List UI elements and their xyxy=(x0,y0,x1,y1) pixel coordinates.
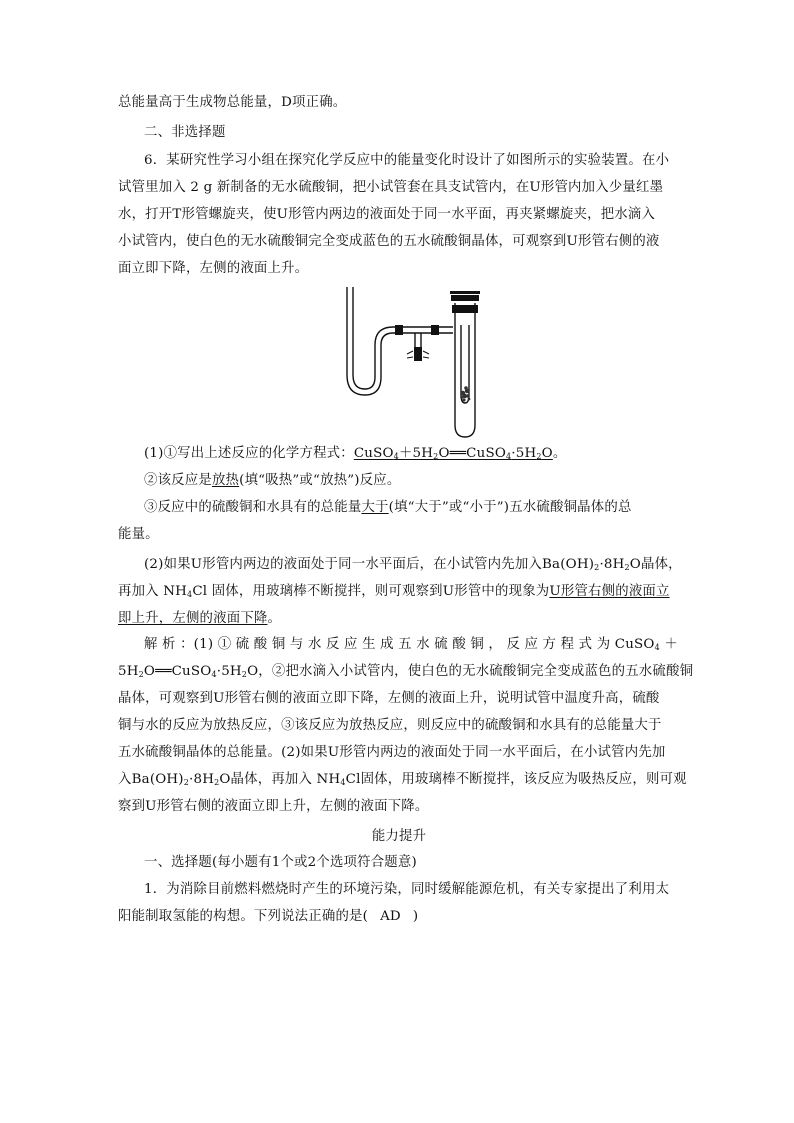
question-3-cont: 能量。 xyxy=(118,527,159,542)
answer-text: AD xyxy=(380,909,401,924)
analysis-line: 察到U形管右侧的液面立即上升，左侧的液面下降。 xyxy=(118,799,429,814)
question-4: (2)如果U形管内两边的液面处于同一水平面后，在小试管内先加入$Ba(OH)_2\cdot 8H_2O$晶体， xyxy=(144,557,682,572)
stopper xyxy=(452,305,478,313)
apparatus-diagram xyxy=(335,285,485,440)
stopper xyxy=(451,295,479,301)
question-text: 6．某研究性学习小组在探究化学反应中的能量变化时设计了如图所示的实验装置。在小 xyxy=(144,153,670,168)
question-4: 即上升，左侧的液面下降。 xyxy=(118,611,282,626)
question-3: ③反应中的硫酸铜和水具有的总能量大于(填“大于”或“小于”)五水硫酸铜晶体的总 xyxy=(144,500,632,515)
section-heading: 二、非选择题 xyxy=(144,125,226,140)
answer-underline: 即上升，左侧的液面下降 xyxy=(118,611,268,626)
question-text: 试管里加入 2 g 新制备的无水硫酸铜，把小试管套在具支试管内，在U形管内加入少量红墨 xyxy=(118,180,664,195)
question-text: 1．为消除目前燃料燃烧时产生的环境污染，同时缓解能源危机，有关专家提出了利用太 xyxy=(144,882,670,897)
text-line: 总能量高于生成物总能量，D项正确。 xyxy=(118,95,347,110)
analysis-line: 解 析 ：(1) ① 硫 酸 铜 与 水 反 应 生 成 五 水 硫 酸 铜 ， 反 应 方 程 式 为 CuSO$_4$ ＋ xyxy=(144,637,678,652)
analysis-line: 铜与水的反应为放热反应，③该反应为放热反应，则反应中的硫酸铜和水具有的总能量大于 xyxy=(118,718,662,733)
analysis-line: 晶体，可观察到U形管右侧的液面立即下降，左侧的液面上升，说明试管中温度升高，硫酸 xyxy=(118,691,660,706)
question-text: 面立即下降，左侧的液面上升。 xyxy=(118,261,309,276)
question-2: ②该反应是放热(填“吸热”或“放热”)反应。 xyxy=(144,473,401,488)
analysis-line: 入$Ba(OH)_2\cdot 8H_2O$晶体，再加入 $NH_4Cl$固体，用玻璃棒不断搅拌，该反应为吸热反应，则可观 xyxy=(118,772,687,787)
question-4: 再加入 $NH_4Cl$ 固体，用玻璃棒不断搅拌，则可观察到U形管中的现象为U形管右侧的液面立 xyxy=(118,584,670,599)
answer-underline: 放热 xyxy=(211,473,240,488)
section-subhead: 一、选择题(每小题有1个或2个选项符合题意) xyxy=(144,855,417,870)
question-text: 水，打开T形管螺旋夹，使U形管内两边的液面处于同一水平面，再夹紧螺旋夹，把水滴入 xyxy=(118,207,656,222)
answer-underline: U形管右侧的液面立 xyxy=(549,584,670,599)
analysis-line: 五水硫酸铜晶体的总能量。(2)如果U形管内两边的液面处于同一水平面后，在小试管内先加 xyxy=(118,745,666,760)
question-text: 阳能制取氢能的构想。下列说法正确的是( AD ) xyxy=(118,909,419,924)
question-1: (1)①写出上述反应的化学方程式：$CuSO_4+5H_2O══CuSO_4\cdot 5H_2O$。 xyxy=(144,446,567,461)
answer-underline: 大于 xyxy=(361,500,389,515)
answer-underline: $CuSO_4+5H_2O══CuSO_4\cdot 5H_2O$ xyxy=(353,446,553,461)
section-title: 能力提升 xyxy=(371,829,427,844)
question-text: 小试管内，使白色的无水硫酸铜完全变成蓝色的五水硫酸铜晶体，可观察到U形管右侧的液 xyxy=(118,234,660,249)
analysis-line: $5H_2O══CuSO_4\cdot 5H_2O$，②把水滴入小试管内，使白色的无水硫酸铜完全变成蓝色的五水硫酸铜 xyxy=(118,664,694,679)
